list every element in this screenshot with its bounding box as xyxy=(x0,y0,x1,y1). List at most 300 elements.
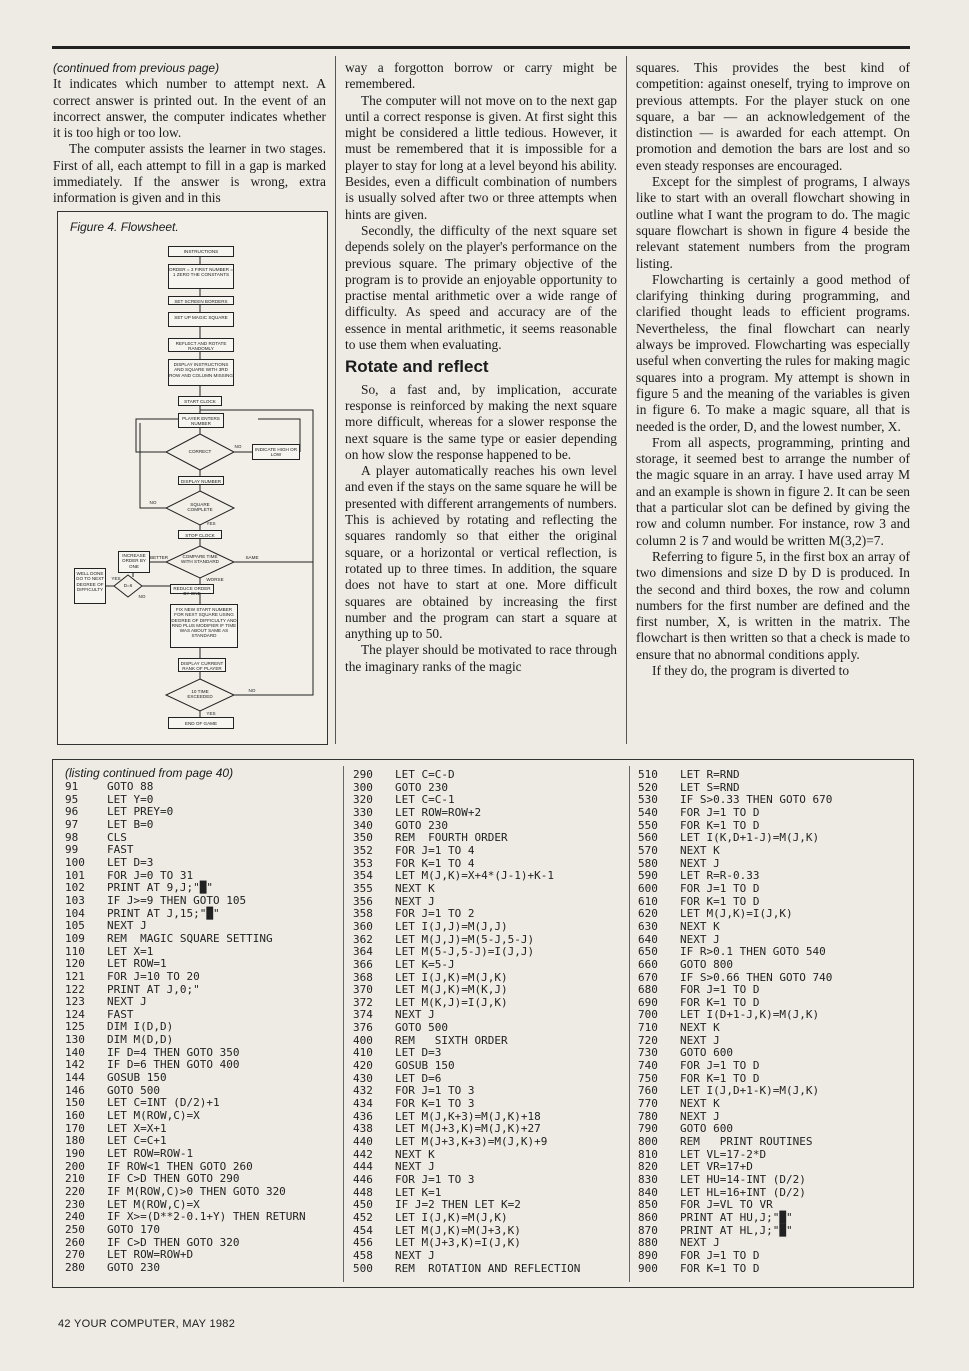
statement: NEXT J xyxy=(107,919,147,933)
column-divider xyxy=(626,56,627,744)
line-number: 760 xyxy=(638,1084,658,1098)
line-number: 374 xyxy=(353,1008,373,1022)
line-number: 95 xyxy=(65,792,79,806)
line-number: 850 xyxy=(638,1198,658,1212)
line-number: 452 xyxy=(353,1210,373,1224)
continued-note: (continued from previous page) xyxy=(53,61,220,75)
statement: LET R=R-0.33 xyxy=(680,869,760,883)
listing-column-2 xyxy=(353,769,580,1275)
statement: LET K=1 xyxy=(395,1185,442,1199)
line-number: 350 xyxy=(353,831,373,845)
statement: NEXT K xyxy=(680,919,720,933)
listing-line xyxy=(65,1123,306,1136)
statement: LET I(K,D+1-J)=M(J,K) xyxy=(680,831,820,845)
article-column-3 xyxy=(636,60,910,679)
statement: REM FOURTH ORDER xyxy=(395,831,508,845)
column-divider xyxy=(335,56,336,744)
fc-stop-clock: STOP CLOCK xyxy=(178,530,222,539)
statement: PRINT AT J,15;"█" xyxy=(107,906,220,920)
statement: FOR J=1 TO D xyxy=(680,805,760,819)
statement: NEXT J xyxy=(680,1109,720,1123)
statement: FOR J=1 TO D xyxy=(680,1059,760,1073)
listing-line xyxy=(65,984,306,997)
listing-line xyxy=(353,769,580,782)
line-number: 144 xyxy=(65,1071,85,1085)
line-number: 430 xyxy=(353,1071,373,1085)
statement: IF C>D THEN GOTO 320 xyxy=(107,1235,240,1249)
line-number: 830 xyxy=(638,1173,658,1186)
fc-label-yes: YES xyxy=(206,521,216,526)
line-number: 448 xyxy=(353,1185,373,1199)
statement: GOTO 88 xyxy=(107,780,154,793)
line-number: 370 xyxy=(353,983,373,997)
listing-line xyxy=(65,1249,306,1262)
fc-time-exceeded: 10 TIME EXCEEDED xyxy=(187,689,213,700)
line-number: 372 xyxy=(353,995,373,1009)
fc-start-clock: START CLOCK xyxy=(178,396,222,406)
listing-line xyxy=(353,1263,580,1276)
statement: LET M(J,K)=M(J+3,K) xyxy=(395,1223,521,1237)
line-number: 99 xyxy=(65,843,79,857)
statement: LET ROW=ROW-1 xyxy=(107,1147,194,1161)
line-number: 580 xyxy=(638,856,658,870)
paragraph: Secondly, the difficulty of the next square set depends solely on the player's performance on the previous square. The primary objective of the program is to provide an enjoyable opportunity to practise mental arithmetic over a wide range of difficulty. As speed and accuracy are of the essence in mental arithmetic, it seems reasonable to use them when evaluating. xyxy=(345,222,617,353)
line-number: 640 xyxy=(638,932,658,946)
statement: IF M(ROW,C)>0 THEN GOTO 320 xyxy=(107,1185,286,1198)
line-number: 366 xyxy=(353,957,373,971)
statement: LET D=3 xyxy=(107,855,154,869)
fc-label-same: SAME xyxy=(245,555,259,560)
line-number: 440 xyxy=(353,1135,373,1149)
listing-line xyxy=(353,1047,580,1060)
listing-line xyxy=(65,832,306,845)
listing-line xyxy=(353,807,580,820)
line-number: 200 xyxy=(65,1159,85,1173)
statement: NEXT J xyxy=(107,995,147,1009)
listing-line xyxy=(65,819,306,832)
line-number: 810 xyxy=(638,1147,658,1161)
line-number: 103 xyxy=(65,893,85,907)
listing-line xyxy=(638,921,832,934)
line-number: 105 xyxy=(65,919,85,933)
listing-divider xyxy=(343,766,344,1282)
statement: GOSUB 150 xyxy=(395,1059,455,1073)
statement: LET M(J,K)=I(J,K) xyxy=(680,907,793,921)
line-number: 590 xyxy=(638,869,658,883)
statement: PRINT AT J,0;" xyxy=(107,982,200,996)
listing-line xyxy=(65,933,306,946)
listing-line xyxy=(638,1009,832,1022)
listing-line xyxy=(65,844,306,857)
listing-divider xyxy=(629,766,630,1282)
paragraph: So, a fast and, by implication, accurate response is reinforced by making the next square more difficult, whereas for a slower response the next square is the same type or easier depending on how slow the response happened to be. xyxy=(345,381,617,462)
statement: DIM I(D,D) xyxy=(107,1020,174,1034)
line-number: 358 xyxy=(353,907,373,921)
statement: GOTO 230 xyxy=(395,818,448,832)
line-number: 446 xyxy=(353,1173,373,1186)
line-number: 420 xyxy=(353,1059,373,1073)
line-number: 456 xyxy=(353,1236,373,1250)
fc-player-enters: PLAYER ENTERS NUMBER xyxy=(178,413,224,428)
listing-line xyxy=(65,1072,306,1085)
line-number: 600 xyxy=(638,881,658,895)
statement: GOSUB 150 xyxy=(107,1071,167,1085)
statement: LET ROW=ROW+2 xyxy=(395,805,482,819)
paragraph: A player automatically reaches his own level and even if the stays on the same square he will be presented with different arrangements of numbers. This is achieved by rotating and reflecting the squares randomly so that either the original square, or a horizontal or vertical reflection, is rotated up to three times. In addition, the square does not have to start at one. More difficult squares are obtained by increasing the first number and the program can start a square at anything up to 50. xyxy=(345,463,617,642)
paragraph: Except for the simplest of programs, I always like to start with an overall flowchart showing in outline what I want the program to do. The magic square flowchart is shown in figure 4 beside the relevant statement numbers from the program listing. xyxy=(636,174,910,271)
line-number: 900 xyxy=(638,1261,658,1275)
line-number: 432 xyxy=(353,1084,373,1098)
statement: LET C=C-1 xyxy=(395,793,455,807)
fc-fix-new: FIX NEW START NUMBER FOR NEXT SQUARE USING DEGREE OF DIFFICULTY AND RND PLUS MODIFIER IF TIME WAS ABOUT SAME AS STANDARD xyxy=(170,604,238,648)
statement: IF C>D THEN GOTO 290 xyxy=(107,1172,240,1186)
statement: IF D=6 THEN GOTO 400 xyxy=(107,1058,240,1072)
line-number: 410 xyxy=(353,1046,373,1060)
line-number: 510 xyxy=(638,768,658,781)
line-number: 700 xyxy=(638,1008,658,1022)
listing-line xyxy=(638,1098,832,1111)
statement: NEXT K xyxy=(395,881,435,895)
line-number: 730 xyxy=(638,1046,658,1060)
line-number: 123 xyxy=(65,995,85,1009)
listing-line xyxy=(353,782,580,795)
statement: PRINT AT HU,J;"█" xyxy=(680,1210,793,1224)
line-number: 442 xyxy=(353,1147,373,1161)
statement: LET C=C-D xyxy=(395,768,455,781)
statement: LET M(K,J)=I(J,K) xyxy=(395,995,508,1009)
statement: LET K=5-J xyxy=(395,957,455,971)
paragraph: From all aspects, programming, printing and storage, it seemed best to arrange the number of the magic square in an array. I have used array M and an example is shown in figure 2. It can be seen that a particular slot can be defined by giving the row and column number. For instance, row 3 and column 2 is 7 and would be written M(3,2)=7. xyxy=(636,434,910,548)
listing-line xyxy=(353,883,580,896)
listing-line xyxy=(353,1174,580,1187)
line-number: 740 xyxy=(638,1059,658,1073)
statement: LET I(J,D+1-K)=M(J,K) xyxy=(680,1084,820,1098)
fc-label-better: BETTER xyxy=(150,555,169,560)
listing-line xyxy=(638,1225,832,1238)
line-number: 220 xyxy=(65,1185,85,1198)
statement: LET D=6 xyxy=(395,1071,442,1085)
figure-4-flowsheet xyxy=(57,211,328,745)
listing-line xyxy=(65,1021,306,1034)
line-number: 355 xyxy=(353,881,373,895)
line-number: 458 xyxy=(353,1248,373,1262)
line-number: 124 xyxy=(65,1007,85,1021)
statement: IF S>0.66 THEN GOTO 740 xyxy=(680,970,833,984)
listing-line xyxy=(65,1009,306,1022)
paragraph: Referring to figure 5, in the first box an array of two dimensions and size D by D is produced. In the second and third boxes, the row and column numbers for the first number are defined and the first number, X, is written in the matrix. The flowchart is then written so that a check is made to ensure that no abnormal conditions apply. xyxy=(636,548,910,662)
statement: DIM M(D,D) xyxy=(107,1033,174,1047)
statement: NEXT J xyxy=(680,856,720,870)
line-number: 368 xyxy=(353,970,373,984)
line-number: 102 xyxy=(65,881,85,895)
line-number: 146 xyxy=(65,1083,85,1097)
statement: LET PREY=0 xyxy=(107,805,174,819)
fc-compare: COMPARE TIME WITH STANDARD xyxy=(181,554,219,565)
statement: LET Y=0 xyxy=(107,792,154,806)
fc-end-of-game: END OF GAME xyxy=(168,717,234,729)
statement: LET I(J,K)=M(J,K) xyxy=(395,1210,508,1224)
statement: NEXT J xyxy=(395,1160,435,1174)
statement: FOR J=1 TO 3 xyxy=(395,1084,475,1098)
statement: LET X=1 xyxy=(107,944,154,958)
listing-line xyxy=(638,1085,832,1098)
line-number: 130 xyxy=(65,1033,85,1047)
statement: FOR J=1 TO D xyxy=(680,881,760,895)
statement: IF J>=9 THEN GOTO 105 xyxy=(107,893,247,907)
listing-line xyxy=(65,1059,306,1072)
line-number: 434 xyxy=(353,1097,373,1111)
line-number: 160 xyxy=(65,1109,85,1123)
fc-label-yes: YES xyxy=(206,711,216,716)
article-column-1 xyxy=(53,60,326,207)
fc-setup: SET UP MAGIC SQUARE xyxy=(168,312,234,327)
listing-line xyxy=(353,1009,580,1022)
line-number: 840 xyxy=(638,1185,658,1199)
page-footer: 42 YOUR COMPUTER, MAY 1982 xyxy=(58,1318,236,1330)
paragraph: It indicates which number to attempt next. A correct answer is printed out. In the event of an incorrect answer, the computer indicates whether it is too high or too low. xyxy=(53,76,326,141)
fc-label-yes: YES xyxy=(111,576,121,581)
fc-display: DISPLAY INSTRUCTIONS AND SQUARE WITH 3RD ROW AND COLUMN MISSING xyxy=(168,359,234,386)
statement: LET B=0 xyxy=(107,817,154,831)
listing-line xyxy=(65,908,306,921)
line-number: 300 xyxy=(353,780,373,794)
line-number: 260 xyxy=(65,1235,85,1249)
statement: LET I(D+1-J,K)=M(J,K) xyxy=(680,1008,820,1022)
statement: FOR K=1 TO D xyxy=(680,894,760,908)
statement: LET M(J,K)=X+4*(J-1)+K-1 xyxy=(395,869,554,883)
line-number: 97 xyxy=(65,817,79,831)
line-number: 620 xyxy=(638,907,658,921)
listing-line xyxy=(65,996,306,1009)
line-number: 770 xyxy=(638,1097,658,1111)
listing-line xyxy=(638,1263,832,1276)
line-number: 280 xyxy=(65,1260,85,1274)
paragraph: The player should be motivated to race through the imaginary ranks of the magic xyxy=(345,642,617,674)
statement: FOR J=1 TO 4 xyxy=(395,843,475,857)
line-number: 820 xyxy=(638,1160,658,1174)
fc-well-done: WELL DONE GO TO NEXT DEGREE OF DIFFICULTY xyxy=(74,568,106,604)
line-number: 140 xyxy=(65,1045,85,1059)
line-number: 880 xyxy=(638,1236,658,1250)
statement: FOR J=0 TO 31 xyxy=(107,868,194,882)
line-number: 790 xyxy=(638,1122,658,1136)
statement: LET ROW=ROW+D xyxy=(107,1248,194,1262)
statement: IF X>=(D**2-0.1+Y) THEN RETURN xyxy=(107,1210,306,1224)
statement: IF ROW<1 THEN GOTO 260 xyxy=(107,1159,253,1173)
listing-line xyxy=(353,1149,580,1162)
statement: GOTO 800 xyxy=(680,957,733,971)
paragraph: The computer will not move on to the next gap until a correct response is given. At first sight this might be considered a little tedious. However, it must be remembered that it is impossible for a player to stay for long at a level beyond his ability. Besides, even a difficult combination of numbers is usually solved after two or three attempts when hints are given. xyxy=(345,92,617,222)
statement: FOR J=VL TO VR xyxy=(680,1198,773,1212)
line-number: 660 xyxy=(638,957,658,971)
listing-continued-note: (listing continued from page 40) xyxy=(65,766,234,780)
fc-indicate: INDICATE HIGH OR LOW xyxy=(252,444,300,460)
listing-line xyxy=(65,794,306,807)
fc-label-worse: WORSE xyxy=(206,577,224,582)
line-number: 570 xyxy=(638,843,658,857)
line-number: 352 xyxy=(353,843,373,857)
listing-line xyxy=(353,1035,580,1048)
fc-label-no: NO xyxy=(234,444,242,449)
line-number: 340 xyxy=(353,818,373,832)
statement: NEXT J xyxy=(395,1248,435,1262)
line-number: 710 xyxy=(638,1021,658,1035)
statement: LET R=RND xyxy=(680,768,740,781)
top-rule xyxy=(52,46,910,49)
line-number: 353 xyxy=(353,856,373,870)
paragraph: If they do, the program is diverted to xyxy=(652,662,850,678)
line-number: 354 xyxy=(353,869,373,883)
statement: IF J=2 THEN LET K=2 xyxy=(395,1198,521,1212)
listing-line xyxy=(65,806,306,819)
line-number: 330 xyxy=(353,805,373,819)
fc-display-rank: DISPLAY CURRENT RANK OF PLAYER xyxy=(178,658,226,672)
line-number: 96 xyxy=(65,805,79,819)
line-number: 125 xyxy=(65,1020,85,1034)
program-listing xyxy=(52,759,914,1288)
line-number: 454 xyxy=(353,1223,373,1237)
line-number: 438 xyxy=(353,1122,373,1136)
listing-line xyxy=(638,946,832,959)
statement: LET M(J,J)=M(5-J,5-J) xyxy=(395,932,535,946)
listing-line xyxy=(65,1110,306,1123)
statement: IF R>0.1 THEN GOTO 540 xyxy=(680,945,826,959)
statement: FOR K=1 TO 3 xyxy=(395,1097,475,1111)
statement: LET S=RND xyxy=(680,780,740,794)
line-number: 190 xyxy=(65,1147,85,1161)
line-number: 122 xyxy=(65,982,85,996)
paragraph: squares. This provides the best kind of competition: against oneself, trying to improve on previous attempts. For the player stuck on one square, a bar — an acknowledgement of the distinction — is awarded for each attempt. On promotion and demotion the bars are lost and so even steady responses are encouraged. xyxy=(636,60,910,173)
statement: LET M(J,K)=M(K,J) xyxy=(395,983,508,997)
listing-line xyxy=(638,845,832,858)
line-number: 170 xyxy=(65,1121,85,1135)
statement: LET HU=14-INT (D/2) xyxy=(680,1173,806,1186)
listing-line xyxy=(353,997,580,1010)
listing-line xyxy=(353,870,580,883)
statement: LET ROW=1 xyxy=(107,957,167,971)
line-number: 230 xyxy=(65,1197,85,1211)
listing-line xyxy=(353,1237,580,1250)
statement: FOR J=1 TO D xyxy=(680,983,760,997)
line-number: 890 xyxy=(638,1248,658,1262)
statement: LET M(J+3,K)=M(J,K)+27 xyxy=(395,1122,541,1136)
statement: NEXT J xyxy=(395,894,435,908)
statement: NEXT K xyxy=(680,1021,720,1035)
statement: FAST xyxy=(107,1007,134,1021)
statement: LET I(J,K)=M(J,K) xyxy=(395,970,508,984)
statement: GOTO 500 xyxy=(107,1083,160,1097)
fc-label-no: NO xyxy=(248,688,256,693)
line-number: 98 xyxy=(65,830,79,844)
statement: IF S>0.33 THEN GOTO 670 xyxy=(680,793,833,807)
statement: NEXT K xyxy=(680,1097,720,1111)
line-number: 180 xyxy=(65,1134,85,1148)
line-number: 680 xyxy=(638,983,658,997)
line-number: 364 xyxy=(353,945,373,959)
line-number: 360 xyxy=(353,919,373,933)
statement: FOR J=1 TO 2 xyxy=(395,907,475,921)
fc-display-number: DISPLAY NUMBER xyxy=(178,476,224,485)
statement: GOTO 230 xyxy=(395,780,448,794)
listing-line xyxy=(353,946,580,959)
line-number: 550 xyxy=(638,818,658,832)
line-number: 720 xyxy=(638,1033,658,1047)
listing-line xyxy=(65,946,306,959)
statement: IF D=4 THEN GOTO 350 xyxy=(107,1045,240,1059)
article-column-2 xyxy=(345,60,617,675)
statement: GOTO 600 xyxy=(680,1122,733,1136)
statement: LET M(J,K+3)=M(J,K)+18 xyxy=(395,1109,541,1123)
statement: GOTO 500 xyxy=(395,1021,448,1035)
section-heading: Rotate and reflect xyxy=(345,357,489,377)
line-number: 210 xyxy=(65,1172,85,1186)
line-number: 450 xyxy=(353,1198,373,1212)
line-number: 630 xyxy=(638,919,658,933)
line-number: 142 xyxy=(65,1058,85,1072)
fc-d-equals: D=6 xyxy=(123,583,133,588)
line-number: 101 xyxy=(65,868,85,882)
line-number: 110 xyxy=(65,944,85,958)
line-number: 121 xyxy=(65,969,85,983)
line-number: 444 xyxy=(353,1160,373,1174)
listing-line xyxy=(65,781,306,794)
line-number: 800 xyxy=(638,1135,658,1149)
statement: FOR J=1 TO D xyxy=(680,1248,760,1262)
statement: NEXT J xyxy=(395,1008,435,1022)
statement: LET M(ROW,C)=X xyxy=(107,1109,200,1123)
line-number: 400 xyxy=(353,1033,373,1047)
statement: LET I(J,J)=M(J,J) xyxy=(395,919,508,933)
line-number: 690 xyxy=(638,995,658,1009)
statement: PRINT AT 9,J;"█" xyxy=(107,881,213,895)
statement: LET X=X+1 xyxy=(107,1121,167,1135)
statement: PRINT AT HL,J;"█" xyxy=(680,1223,793,1237)
paragraph: Flowcharting is certainly a good method of clarifying thinking during programming, and clarified thought leads to efficient programs. Nevertheless, the final flowchart can nearly always be improved. Flowcharting was especially useful when converting the rules for making magic squares into a program. My attempt is shown in figure 5 and the meaning of the variables is given in figure 6. To make a magic square, all that is needed is the order, D, and the lowest number, X. xyxy=(636,271,910,434)
line-number: 870 xyxy=(638,1223,658,1237)
line-number: 290 xyxy=(353,768,373,781)
line-number: 436 xyxy=(353,1109,373,1123)
statement: REM MAGIC SQUARE SETTING xyxy=(107,931,273,945)
statement: NEXT J xyxy=(680,1033,720,1047)
fc-instructions: INSTRUCTIONS xyxy=(168,246,234,257)
fc-square-complete: SQUARE COMPLETE xyxy=(187,502,213,513)
fc-borders: SET SCREEN BORDERS xyxy=(168,296,234,305)
statement: FOR K=1 TO D xyxy=(680,818,760,832)
statement: CLS xyxy=(107,830,127,844)
line-number: 270 xyxy=(65,1248,85,1262)
listing-line xyxy=(638,832,832,845)
listing-line xyxy=(353,1136,580,1149)
statement: GOTO 170 xyxy=(107,1222,160,1236)
line-number: 91 xyxy=(65,780,79,793)
line-number: 362 xyxy=(353,932,373,946)
statement: LET VR=17+D xyxy=(680,1160,753,1174)
line-number: 120 xyxy=(65,957,85,971)
figure-caption: Figure 4. Flowsheet. xyxy=(70,220,179,234)
statement: REM ROTATION AND REFLECTION xyxy=(395,1261,581,1275)
listing-column-3 xyxy=(638,769,832,1275)
listing-line xyxy=(638,1111,832,1124)
line-number: 530 xyxy=(638,793,658,807)
line-number: 320 xyxy=(353,793,373,807)
line-number: 109 xyxy=(65,931,85,945)
statement: FOR J=10 TO 20 xyxy=(107,969,200,983)
paragraph: way a forgotton borrow or carry might be remembered. xyxy=(345,60,617,92)
statement: REM SIXTH ORDER xyxy=(395,1033,508,1047)
statement: FOR K=1 TO D xyxy=(680,995,760,1009)
fc-correct: CORRECT xyxy=(188,449,212,454)
statement: LET M(J+3,K+3)=M(J,K)+9 xyxy=(395,1135,548,1149)
